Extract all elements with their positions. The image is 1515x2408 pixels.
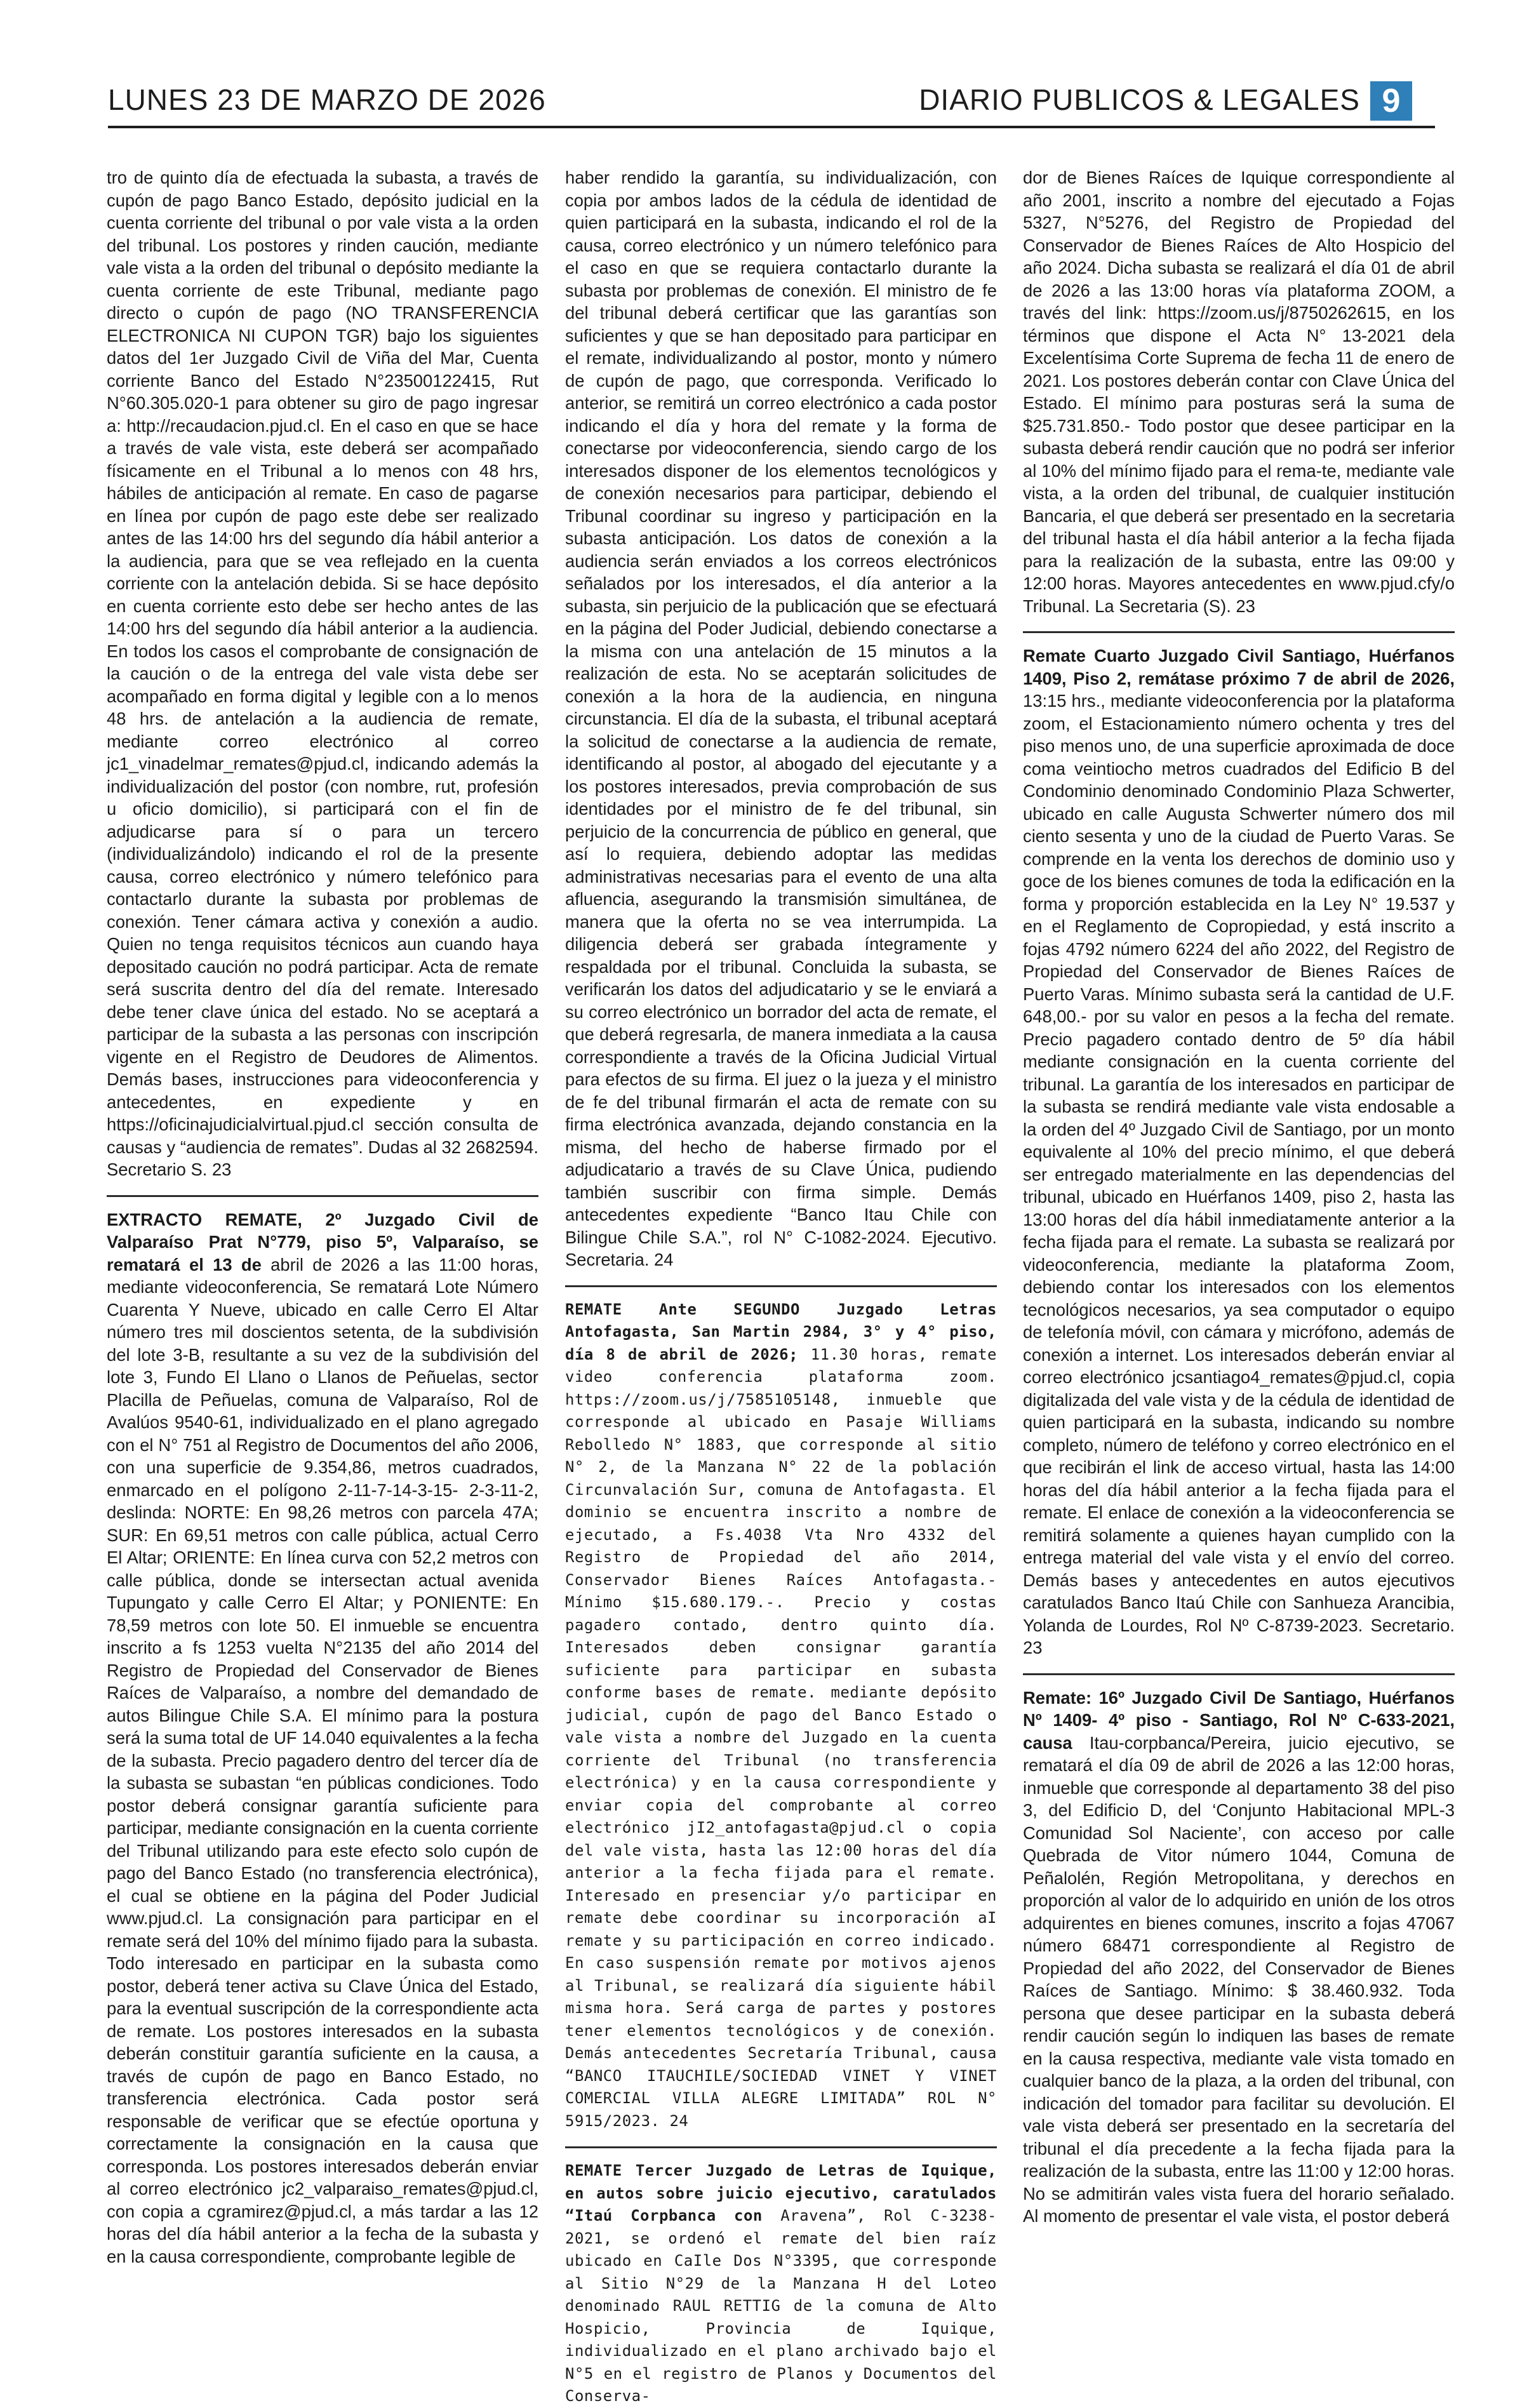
notice-text: 13:15 hrs., mediante videoconferencia por la plataforma zoom, el Estacionamiento número ochenta y tres del piso menos uno, de una superficie aproximada de doce coma veintiocho metros cuadrados del Edificio B del Condominio denominado Condominio Plaza Schwerter, ubicado en calle Augusta Schwerter número dos mil ciento sesenta y uno de la ciudad de Puerto Varas. Se comprende en la venta los derechos de dominio uso y goce de los bienes comunes de toda la edificación en la forma y proporción establecida en la Ley N° 19.537 y en el Reglamento de Copropiedad, y está inscrito a fojas 4792 número 6224 del año 2022, del Registro de Propiedad del Conservador de Bienes Raíces de Puerto Varas. Mínimo subasta será la cantidad de U.F. 648,00.- por su valor en pesos a la fecha del remate. Precio pagadero contado dentro de 5º día hábil mediante consignación en la cuenta corriente del tribunal. La garantía de los interesados en participar de la subasta se rendirá mediante vale vista endosable a la orden del 4º Juzgado Civil de Santiago, por un monto equivalente al 10% del precio mínimo, el que deberá ser entregado materialmente en las dependencias del tribunal, ubicado en Huérfanos 1409, piso 2, hasta las 13:00 horas del día hábil inmediatamente anterior a la fecha fijada para el remate. La subasta se realizará por videoconferencia, mediante la plataforma Zoom, debiendo contar los interesados con los elementos tecnológicos necesarios, ya sea computador o equipo de telefonía móvil, con cámara y micrófono, además de conexión a internet. Los interesados deberán enviar al correo electrónico jcsantiago4_remates@pjud.cl, copia digitalizada del vale vista y de la cédula de identidad de quien participará en la subasta, indicando su nombre completo, número de teléfono y correo electrónico en el que recibirán el link de acceso virtual, hasta las 14:00 horas del día hábil anterior a la fecha fijada para el remate. El enlace de conexión a la videoconferencia se remitirá solamente a quienes hayan cumplido con la entrega material del vale vista y el envío del correo. Demás bases y antecedentes en autos ejecutivos caratulados Banco Itaú Chile con Sanhueza Arancibia, Yolanda de Lourdes, Rol Nº C-8739-2023. Secretario. 23 — [1023, 691, 1455, 1657]
notice-heading: Remate Cuarto Juzgado Civil Santiago, Huérfanos 1409, Piso 2, remátase próximo 7 de abril de 2026, — [1023, 646, 1455, 688]
notice-heading: REMATE Tercer Juzgado de Letras de Iquique, en autos sobre juicio ejecutivo, caratulados “Itaú Corpbanca con — [565, 2162, 997, 2224]
notice-text: 11.30 horas, remate video conferencia plataforma zoom. https://zoom.us/j/7585105148, inmueble que corresponde al ubicado en Pasaje Williams Rebolledo N° 1883, que corresponde al sitio N° 2, de la Manzana N° 22 de la población Circunvalación Sur, comuna de Antofagasta. El dominio se encuentra inscrito a nombre de ejecutado, a Fs.4038 Vta Nro 4332 del Registro de Propiedad del año 2014, Conservador Bienes Raíces Antofagasta.- Mínimo $15.680.179.-. Precio y costas pagadero contado, dentro quinto día. Interesados deben consignar garantía suficiente para participar en subasta conforme bases de remate. mediante depósito judicial, cupón de pago del Banco Estado o vale vista a nombre del Juzgado en la cuenta corriente del Tribunal (no transferencia electrónica) y en la causa correspondiente y enviar copia del comprobante al correo electrónico jI2_antofagasta@pjud.cl o copia del vale vista, hasta las 12:00 horas del día anterior a la fecha fijada para el remate. Interesado en presenciar y/o participar en remate debe coordinar su incorporación aI remate y su participación en correo indicado. En caso suspensión remate por motivos ajenos al Tribunal, se realizará día siguiente hábil misma hora. Será carga de partes y postores tener elementos tecnológicos y de conexión. Demás antecedentes Secretaría Tribunal, causa “BANCO ITAUCHILE/SOCIEDAD VINET Y VINET COMERCIAL VILLA ALEGRE LIMITADA” ROL N° 5915/2023. 24 — [565, 1345, 998, 2130]
notice-text: Itau-corpbanca/Pereira, juicio ejecutivo, se rematará el día 09 de abril de 2026 a las 12:00 horas, inmueble que corresponde al departamento 38 del piso 3, del Edificio D, del ‘Conjunto Habitacional MPL-3 Comunidad Sol Naciente’, con acceso por calle Quebrada de Vitor número 1044, Comuna de Peñalolén, Región Metropolitana, y derechos en proporción al valor de lo adquirido en unión de los otros adquirentes en bienes comunes, inscrito a fojas 47067 número 68471 correspondiente al Registro de Propiedad del año 2022, del Conservador de Bienes Raíces de Santiago. Mínimo: $ 38.460.932. Toda persona que desee participar en la subasta deberá rendir caución según lo indiquen las bases de remate en la causa respectiva, mediante vale vista tomado en cualquier banco de la plaza, a la orden del tribunal, con indicación del tomador para facilitar su devolución. El vale vista deberá ser presentado en la secretaría del tribunal el día precedente a la fecha fijada para la realización de la subasta, entre las 11:00 y 12:00 horas. No se admitirán vales vista fuera del horario señalado. Al momento de presentar el vale vista, el postor deberá — [1023, 1732, 1455, 2226]
notice-separator — [107, 1195, 538, 1197]
notice-body — [1023, 166, 1455, 617]
notice-text: haber rendido la garantía, su individualización, con copia por ambos lados de la cédula de identidad de quien participará en la subasta, indicando el rol de la causa, correo electrónico y un número telefónico para el caso en que se requiera contactarlo durante la subasta por problemas de conexión. El ministro de fe del tribunal deberá certificar que las garantías son suficientes y que se han depositado para participar en el remate, individualizando al postor, monto y número de cupón de pago, que corresponda. Verificado lo anterior, se remitirá un correo electrónico a cada postor indicando el día y hora del remate y la forma de conectarse por videoconferencia, siendo cargo de los interesados disponer de los elementos tecnológicos y de conexión necesarios para participar, debiendo el Tribunal coordinar su ingreso y participación en la subasta anticipación. Los datos de conexión a la audiencia serán enviados a los correos electrónicos señalados por los interesados, el día anterior a la subasta, sin perjuicio de la publicación que se efectuará en la página del Poder Judicial, debiendo conectarse a la misma con una antelación de 15 minutos a la realización de esta. No se aceptarán solicitudes de conexión a la hora de la audiencia, en ninguna circunstancia. El día de la subasta, el tribunal aceptará la solicitud de conectarse a la audiencia de remate, identificando al postor, al abogado del ejecutante y a los postores interesados, previa comprobación de sus identidades por el ministro de fe del tribunal, sin perjuicio de la concurrencia de público en general, que así lo requiera, debiendo adoptar las medidas administrativas necesarias para el evento de una alta afluencia, asegurando la transmisión simultánea, de manera que la oferta no se vea interrumpida. La diligencia deberá ser grabada íntegramente y respaldada por el tribunal. Concluida la subasta, se verificarán los datos del adjudicatario y se le enviará a su correo electrónico un borrador del acta de remate, el que deberá regresarla, de manera inmediata a la causa correspondiente a través de la Oficina Judicial Virtual para efectos de su firma. El juez o la jueza y el ministro de fe del tribunal firmarán el acta de remate con su firma electrónica avanzada, dejando constancia en la misma, del hecho de haberse firmado por el adjudicatario a través de su Clave Única, pudiendo también suscribir con firma simple. Demás antecedentes expediente “Banco Itau Chile con Bilingue Chile S.A.”, rol N° C-1082-2024. Ejecutivo. Secretaria. 24 — [565, 168, 997, 1269]
legal-notice — [1023, 1687, 1455, 2228]
notice-text: dor de Bienes Raíces de Iquique correspondiente al año 2001, inscrito a nombre del ejecutado a Fojas 5327, N°5276, del Registro de Propiedad del Conservador de Bienes Raíces de Alto Hospicio del año 2024. Dicha subasta se realizará el día 01 de abril de 2026 a las 13:00 horas vía plataforma ZOOM, a través del link: https://zoom.us/j/8750262615, en los términos que dispone el Acta N° 13-2021 dela Excelentísima Corte Suprema de fecha 11 de enero de 2021. Los postores deberán contar con Clave Única del Estado. El mínimo para posturas será la suma de $25.731.850.- Todo postor que desee participar en la subasta deberá rendir caución que no podrá ser inferior al 10% del mínimo fijado para el rema-te, mediante vale vista, a la orden del tribunal, de cualquier institución Bancaria, el que deberá ser presentado en la secretaria del tribunal hasta el día hábil anterior a la fecha fijada para la realización de la subasta, entre las 09:00 y 12:00 horas. Mayores antecedentes en www.pjud.cfy/o Tribunal. La Secretaria (S). 23 — [1023, 168, 1455, 616]
legal-notice — [1023, 645, 1455, 1659]
notice-text: Aravena”, Rol C-3238-2021, se ordenó el remate del bien raíz ubicado en CaIle Dos N°3395, que corresponde al Sitio N°29 de la Manzana H del Loteo denominado RAUL RETTIG de la comuna de Alto Hospicio, Provincia de Iquique, individualizado en el plano archivado bajo el N°5 en el registro de Planos y Documentos del Conserva- — [565, 2207, 997, 2405]
notice-separator — [1023, 631, 1455, 633]
notice-body — [565, 166, 997, 1271]
notice-separator — [1023, 1673, 1455, 1675]
legal-notice — [565, 1299, 997, 2133]
legal-notice — [565, 2160, 997, 2408]
header-rule — [108, 126, 1435, 128]
notice-text: abril de 2026 a las 11:00 horas, mediante videoconferencia, Se rematará Lote Número Cuarenta Y Nueve, ubicado en calle Cerro El Altar número tres mil doscientos setenta, de la subdivisión del lote 3-B, resultante a su vez de la subdivisión del lote 3, Fundo El Llano o Llanos de Peñuelas, sector Placilla de Peñuelas, comuna de Valparaíso, Rol de Avalúos 9540-61, individualizado en el plano agregado con el N° 751 al Registro de Documentos del año 2006, con una superficie de 9.354,86, metros cuadrados, enmarcado en el polígono 2-11-7-14-3-15- 2-3-11-2, deslinda: NORTE: En 98,26 metros con parcela 47A; SUR: En 69,51 metros con calle pública, actual Cerro El Altar; ORIENTE: En línea curva con 52,2 metros con calle pública, donde se intersectan actual avenida Tupungato y calle Cerro El Altar; y PONIENTE: En 78,59 metros con lote 50. El inmueble se encuentra inscrito a fs 1253 vuelta N°2135 del año 2014 del Registro de Propiedad del Conservador de Bienes Raíces de Valparaíso, a nombre del demandado de autos Bilingue Chile S.A. El mínimo para la postura será la suma total de UF 14.040 equivalentes a la fecha de la subasta. Precio pagadero dentro del tercer día de la subasta se subastan “en públicas condiciones. Todo postor deberá consignar garantía suficiente para participar, mediante consignación en la cuenta corriente del Tribunal utilizando para este efecto solo cupón de pago del Banco Estado (no transferencia electrónica), el cual se obtiene en la página del Poder Judicial www.pjud.cl. La consignación para participar en el remate será del 10% del mínimo fijado para la subasta. Todo interesado en participar en la subasta como postor, deberá tener activa su Clave Única del Estado, para la eventual suscripción de la correspondiente acta de remate. Los postores interesados en la subasta deberán constituir garantía suficiente en la causa, a través de cupón de pago en Banco Estado, no transferencia electrónica. Cada postor será responsable de verificar que se efectúe oportuna y correctamente la consignación en la causa que corresponda. Los postores interesados deberán enviar al correo electrónico jc2_valparaiso_remates@pjud.cl, con copia a cgramirez@pjud.cl, a más tardar a las 12 horas del día hábil anterior a la fecha de la subasta y en la causa correspondiente, comprobante legible de — [107, 1254, 538, 2266]
publication-name: DIARIO PUBLICOS & LEGALES — [919, 83, 1360, 116]
column-right — [1023, 166, 1455, 2226]
notice-separator — [565, 1285, 997, 1287]
page-header — [108, 81, 1435, 127]
column-left — [107, 166, 538, 2266]
notice-heading: EXTRACTO REMATE, 2º Juzgado Civil de Valparaíso Prat N°779, piso 5º, Valparaíso, se rematará el 13 de — [107, 1209, 538, 1274]
notice-text: tro de quinto día de efectuada la subasta, a través de cupón de pago Banco Estado, depósito judicial en la cuenta corriente del tribunal o por vale vista a la orden del tribunal. Los postores y rinden caución, mediante vale vista a la orden del tribunal o depósito mediante la cuenta corriente de este Tribunal, mediante pago directo o cupón de pago (NO TRANSFERENCIA ELECTRONICA NI CUPON TGR) bajo los siguientes datos del 1er Juzgado Civil de Viña del Mar, Cuenta corriente Banco del Estado N°23500122415, Rut N°60.305.020-1 para obtener su giro de pago ingresar a: http://recaudacion.pjud.cl. En el caso en que se hace a través de vale vista, este deberá ser acompañado físicamente en el Tribunal a lo menos con 48 hrs, hábiles de anticipación al remate. En caso de pagarse en línea por cupón de pago este debe ser realizado antes de las 14:00 hrs del segundo día hábil anterior a la audiencia, para que se vea reflejado en la cuenta corriente con la antelación debida. Si se hace depósito en cuenta corriente esto debe ser hecho antes de las 14:00 hrs del segundo día hábil anterior a la audiencia. En todos los casos el comprobante de consignación de la caución o de la entrega del vale vista debe ser acompañado en forma digital y legible con a lo menos 48 hrs. de antelación a la audiencia de remate, mediante correo electrónico al correo jc1_vinadelmar_remates@pjud.cl, indicando además la individualización del postor (con nombre, rut, profesión u oficio domicilio), si participará con el fin de adjudicarse para sí o para un tercero (individualizándolo) indicando el rol de la presente causa, correo electrónico y número telefónico para contactarlo durante la subasta por problemas de conexión. Tener cámara activa y conexión a audio. Quien no tenga requisitos técnicos aun cuando haya depositado caución no podrá participar. Acta de remate será suscrita dentro del día del remate. Interesado debe tener clave única del estado. No se aceptará a participar de la subasta a las personas con inscripción vigente en el Registro de Deudores de Alimentos. Demás bases, instrucciones para videoconferencia y antecedentes, en expediente y en https://oficinajudicialvirtual.pjud.cl sección consulta de causas y “audiencia de remates”. Dudas al 32 2682594. Secretario S. 23 — [107, 168, 538, 1179]
notice-heading: Remate: 16º Juzgado Civil De Santiago, Huérfanos Nº 1409- 4º piso - Santiago, Rol Nº C-633-2021, causa — [1023, 1687, 1455, 1753]
page-number-badge: 9 — [1370, 81, 1412, 121]
notice-heading: REMATE Ante SEGUNDO Juzgado Letras Antofagasta, San Martin 2984, 3° y 4° piso, día 8 de abril de 2026; — [565, 1300, 997, 1363]
notice-body — [107, 166, 538, 1181]
issue-date: LUNES 23 DE MARZO DE 2026 — [108, 83, 546, 116]
column-middle — [565, 166, 998, 2405]
legal-notice — [107, 1208, 538, 2268]
notice-separator — [565, 2146, 997, 2148]
